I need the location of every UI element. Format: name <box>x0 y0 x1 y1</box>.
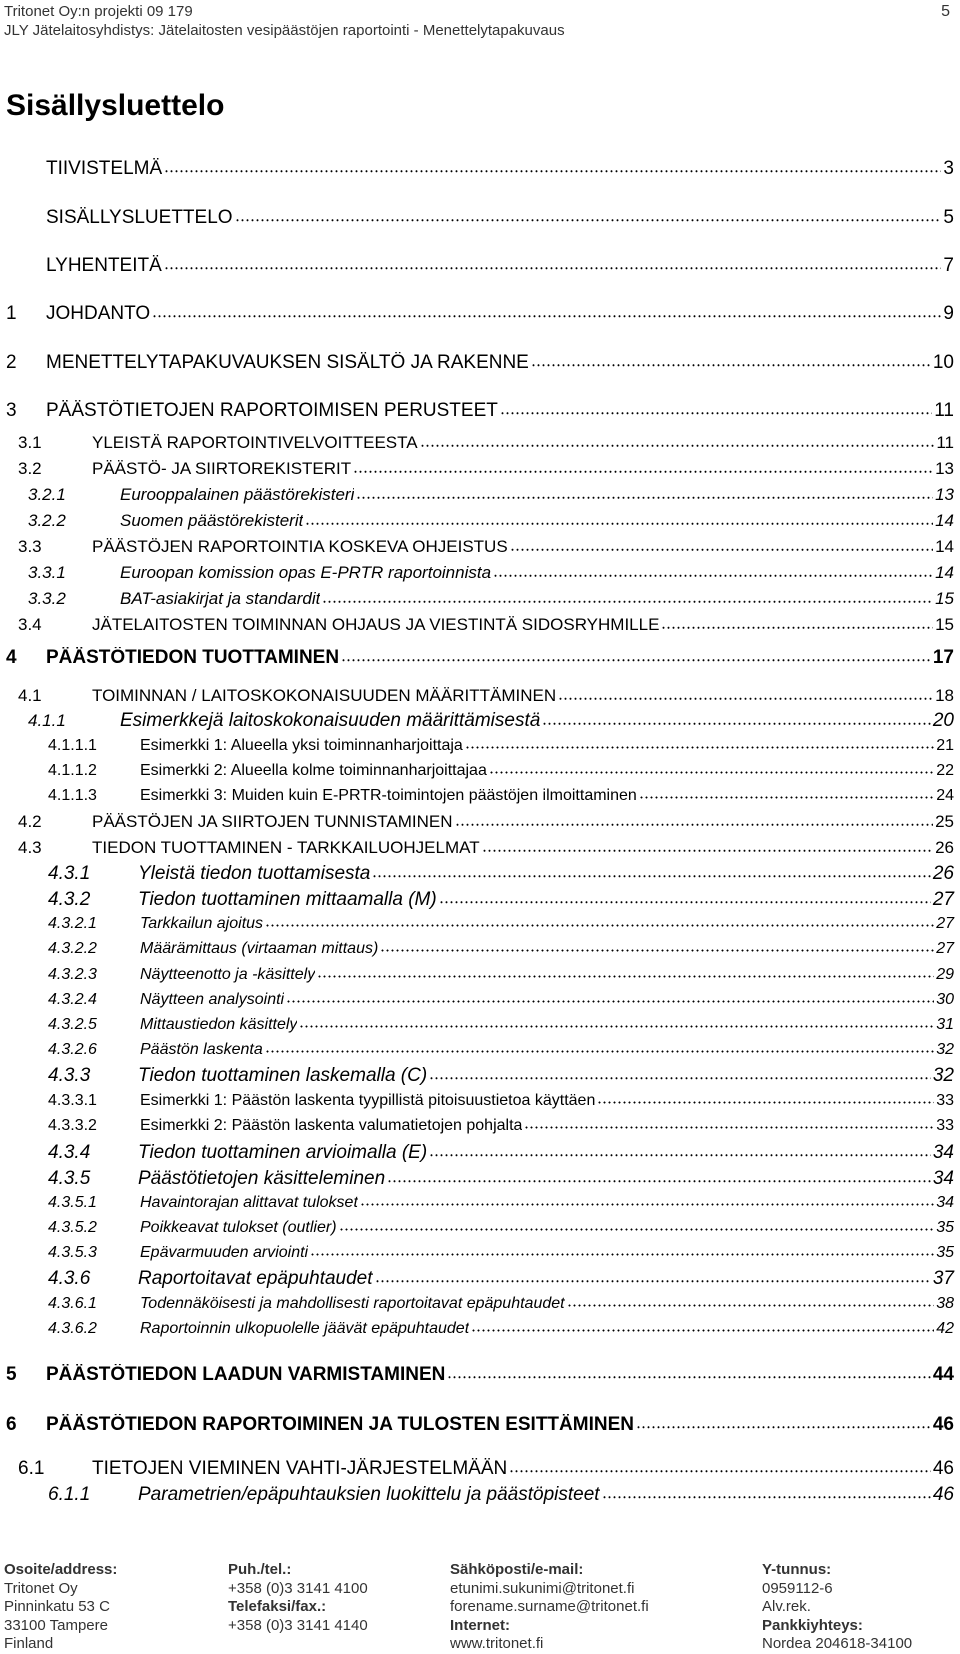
toc-text: TOIMINNAN / LAITOSKOKONAISUUDEN MÄÄRITTÄMINEN <box>92 686 557 705</box>
toc-leader <box>353 470 933 474</box>
toc-text: TIIVISTELMÄ <box>46 158 163 179</box>
toc-leader <box>597 1101 934 1105</box>
toc-page: 38 <box>936 1295 954 1312</box>
toc-number: 4.3.5.1 <box>48 1194 97 1211</box>
toc-page: 32 <box>932 1065 954 1086</box>
toc-number: 4.3.6.1 <box>48 1295 97 1312</box>
toc-page: 44 <box>932 1364 954 1385</box>
toc-page: 5 <box>943 207 954 228</box>
toc-number: 4.3.6 <box>48 1268 91 1289</box>
toc-text: PÄÄSTÖTIETOJEN RAPORTOIMISEN PERUSTEET <box>46 400 498 421</box>
toc-page: 13 <box>935 485 954 504</box>
footer-text: Nordea 204618-34100 <box>762 1635 913 1652</box>
toc-number: 4.1.1.1 <box>48 737 97 754</box>
toc-text: Havaintorajan alittavat tulokset <box>140 1194 358 1211</box>
toc-text: Euroopan komission opas E-PRTR raportoinnista <box>120 563 492 582</box>
toc-page: 42 <box>936 1320 954 1337</box>
toc-number: 4.3.2.6 <box>48 1041 97 1058</box>
toc-entry[interactable] <box>48 1219 954 1237</box>
toc-number: 4.1.1.2 <box>48 762 97 779</box>
toc-text: PÄÄSTÖ- JA SIIRTOREKISTERIT <box>92 459 352 478</box>
toc-number: 6 <box>6 1414 17 1435</box>
toc-leader <box>265 924 934 928</box>
toc-entry[interactable] <box>48 1194 954 1212</box>
footer-label: Osoite/address: <box>4 1561 118 1578</box>
toc-number: 3.2 <box>18 459 42 478</box>
toc-leader <box>372 874 931 879</box>
toc-entry[interactable] <box>48 1092 954 1110</box>
toc-entry[interactable] <box>28 563 954 583</box>
toc-page: 3 <box>943 158 954 179</box>
toc-page: 33 <box>936 1117 954 1134</box>
toc-text: Esimerkki 3: Muiden kuin E-PRTR-toimintojen päästöjen ilmoittaminen <box>140 787 637 804</box>
toc-number: 4.3.1 <box>48 863 91 884</box>
toc-leader <box>341 658 931 663</box>
toc-entry[interactable] <box>18 459 954 479</box>
toc-number: 4.3.2.2 <box>48 940 97 957</box>
toc-entry[interactable] <box>6 255 954 277</box>
toc-text: Näytteenotto ja -käsittely <box>140 966 316 983</box>
toc-leader <box>152 314 941 319</box>
footer-label: Telefaksi/fax.: <box>228 1598 327 1615</box>
toc-entry[interactable] <box>18 615 954 635</box>
toc-text: Näytteen analysointi <box>140 991 285 1008</box>
toc-page: 46 <box>932 1414 954 1435</box>
toc-number: 4.3.4 <box>48 1142 91 1163</box>
toc-number: 4 <box>6 647 17 668</box>
toc-text: PÄÄSTÖJEN RAPORTOINTIA KOSKEVA OHJEISTUS <box>92 537 508 556</box>
toc-number: 4.2 <box>18 812 42 831</box>
toc-text: JOHDANTO <box>46 303 151 324</box>
toc-entry[interactable] <box>28 589 954 609</box>
toc-page: 34 <box>932 1168 954 1189</box>
footer-company <box>762 1561 912 1654</box>
toc-entry[interactable] <box>18 686 954 706</box>
toc-text: JÄTELAITOSTEN TOIMINNAN OHJAUS JA VIESTINTÄ SIDOSRYHMILLE <box>92 615 660 634</box>
toc-leader <box>558 697 933 701</box>
toc-leader <box>286 1000 934 1004</box>
toc-text: Suomen päästörekisterit <box>120 511 304 530</box>
toc-leader <box>317 975 934 979</box>
toc-leader <box>339 1228 935 1232</box>
toc-number: 4.3.5.2 <box>48 1219 97 1236</box>
toc-text: YLEISTÄ RAPORTOINTIVELVOITTEESTA <box>92 433 418 452</box>
toc-number: 4.3.2.3 <box>48 966 97 983</box>
toc-text: Tiedon tuottaminen arvioimalla (E) <box>138 1142 428 1163</box>
footer-email-link[interactable]: forename.surname@tritonet.fi <box>450 1598 649 1615</box>
footer-label: Y-tunnus: <box>762 1561 832 1578</box>
toc-leader <box>299 1025 934 1029</box>
toc-number: 4.3.2.5 <box>48 1016 97 1033</box>
footer-label: Internet: <box>450 1616 510 1634</box>
toc-leader <box>482 849 934 853</box>
footer-text: Finland <box>4 1635 54 1652</box>
toc-text: LYHENTEITÄ <box>46 255 162 276</box>
toc-leader <box>509 1469 931 1474</box>
toc-entry[interactable] <box>48 1168 954 1190</box>
toc-page: 34 <box>932 1142 954 1163</box>
toc-number: 1 <box>6 303 17 324</box>
toc-entry[interactable] <box>48 1295 954 1313</box>
toc-page: 22 <box>936 762 954 779</box>
toc-number: 3.3.1 <box>28 563 66 582</box>
toc-entry[interactable] <box>48 1041 954 1059</box>
toc-text: Mittaustiedon käsittely <box>140 1016 298 1033</box>
toc-entry[interactable] <box>6 400 954 422</box>
toc-number: 3.1 <box>18 433 42 452</box>
toc-entry[interactable] <box>6 352 954 374</box>
toc-number: 3.2.1 <box>28 485 66 504</box>
toc-page: 26 <box>932 863 954 884</box>
toc-text: Päästötietojen käsitteleminen <box>138 1168 386 1189</box>
toc-entry[interactable] <box>6 1364 954 1386</box>
toc-text: TIEDON TUOTTAMINEN - TARKKAILUOHJELMAT <box>92 838 480 857</box>
toc-entry[interactable] <box>48 1268 954 1290</box>
footer-web-link[interactable]: www.tritonet.fi <box>450 1635 544 1652</box>
toc-leader <box>471 1329 934 1333</box>
toc-page: 15 <box>935 615 954 634</box>
toc-leader <box>500 411 932 416</box>
toc-leader <box>380 949 934 953</box>
toc-leader <box>375 1279 931 1284</box>
toc-leader <box>636 1425 931 1430</box>
toc-page: 27 <box>936 940 954 957</box>
footer-label: Puh./tel.: <box>228 1561 292 1578</box>
toc-entry[interactable] <box>6 158 954 180</box>
toc-entry[interactable] <box>28 485 954 505</box>
toc-text: Poikkeavat tulokset (outlier) <box>140 1219 337 1236</box>
toc-leader <box>322 600 933 604</box>
toc-number: 4.3.2.1 <box>48 915 97 932</box>
toc-page: 14 <box>935 563 954 582</box>
toc-entry[interactable] <box>18 838 954 858</box>
toc-leader <box>639 796 934 800</box>
toc-text: Raportoinnin ulkopuolelle jäävät epäpuhtaudet <box>140 1320 470 1337</box>
toc-page: 11 <box>934 400 954 421</box>
toc-page: 17 <box>932 647 954 668</box>
toc-entry[interactable] <box>18 433 954 453</box>
toc-number: 3.3.2 <box>28 589 66 608</box>
toc-entry[interactable] <box>48 940 954 958</box>
toc-text: Esimerkki 1: Päästön laskenta tyypillistä pitoisuustietoa käyttäen <box>140 1092 596 1109</box>
toc-leader <box>465 746 934 750</box>
toc-leader <box>164 266 942 271</box>
toc-page: 32 <box>936 1041 954 1058</box>
toc-text: TIETOJEN VIEMINEN VAHTI-JÄRJESTELMÄÄN <box>92 1458 508 1479</box>
toc-leader <box>602 1495 931 1500</box>
toc-page: 20 <box>932 710 954 731</box>
toc-text: PÄÄSTÖJEN JA SIIRTOJEN TUNNISTAMINEN <box>92 812 453 831</box>
toc-leader <box>164 169 941 174</box>
toc-number: 4.3 <box>18 838 42 857</box>
page-footer <box>4 1561 954 1653</box>
header-document-title: JLY Jätelaitosyhdistys: Jätelaitosten vesipäästöjen raportointi - Menettelytapakuvaus <box>4 22 565 39</box>
toc-leader <box>489 771 934 775</box>
toc-number: 3.3 <box>18 537 42 556</box>
toc-page: 13 <box>935 459 954 478</box>
footer-text: Pinninkatu 53 C <box>4 1598 110 1615</box>
toc-number: 4.1.1.3 <box>48 787 97 804</box>
toc-text: Parametrien/epäpuhtauksien luokittelu ja päästöpisteet <box>138 1484 600 1505</box>
toc-leader <box>542 722 931 726</box>
toc-leader <box>493 574 933 578</box>
toc-number: 4.3.5 <box>48 1168 91 1189</box>
footer-text: +358 (0)3 3141 4100 <box>228 1579 368 1597</box>
toc-number: 4.1.1 <box>28 711 66 730</box>
footer-email <box>450 1561 649 1654</box>
footer-text: 33100 Tampere <box>4 1616 108 1634</box>
toc-text: PÄÄSTÖTIEDON TUOTTAMINEN <box>46 647 340 668</box>
toc-text: Epävarmuuden arviointi <box>140 1244 309 1261</box>
toc-page: 37 <box>932 1268 954 1289</box>
toc-entry[interactable] <box>28 710 954 732</box>
toc-number: 4.3.2.4 <box>48 991 97 1008</box>
toc-leader <box>420 444 935 448</box>
footer-text: +358 (0)3 3141 4140 <box>228 1616 368 1634</box>
toc-entry[interactable] <box>48 1484 954 1506</box>
toc-leader <box>235 218 942 223</box>
toc-page: 26 <box>935 838 954 857</box>
toc-page: 21 <box>936 737 954 754</box>
toc-leader <box>429 1076 931 1081</box>
toc-page: 15 <box>935 589 954 608</box>
toc-number: 6.1.1 <box>48 1484 91 1505</box>
toc-entry[interactable] <box>48 915 954 933</box>
toc-text: MENETTELYTAPAKUVAUKSEN SISÄLTÖ JA RAKENNE <box>46 352 529 373</box>
toc-number: 4.3.6.2 <box>48 1320 97 1337</box>
toc-page: 9 <box>943 303 954 324</box>
toc-number: 3 <box>6 400 17 421</box>
toc-entry[interactable] <box>18 1458 954 1480</box>
toc-page: 35 <box>936 1244 954 1261</box>
toc-text: Tiedon tuottaminen laskemalla (C) <box>138 1065 428 1086</box>
toc-leader <box>567 1304 935 1308</box>
toc-page: 27 <box>936 915 954 932</box>
footer-label: Pankkiyhteys: <box>762 1616 863 1634</box>
page-title: Sisällysluettelo <box>6 89 225 122</box>
toc-entry[interactable] <box>6 1414 954 1436</box>
toc-page: 35 <box>936 1219 954 1236</box>
toc-page: 46 <box>932 1484 954 1505</box>
toc-entry[interactable] <box>48 889 954 911</box>
toc-entry[interactable] <box>48 1142 954 1164</box>
toc-leader <box>524 1126 934 1130</box>
footer-text: 0959112-6 <box>762 1579 833 1597</box>
toc-entry[interactable] <box>48 966 954 984</box>
toc-leader <box>531 363 931 368</box>
toc-number: 4.3.5.3 <box>48 1244 97 1261</box>
toc-entry[interactable] <box>6 207 954 229</box>
footer-email-link[interactable]: etunimi.sukunimi@tritonet.fi <box>450 1579 635 1597</box>
toc-page: 14 <box>935 511 954 530</box>
toc-page: 30 <box>936 991 954 1008</box>
header-page-number: 5 <box>941 3 950 20</box>
toc-page: 33 <box>936 1092 954 1109</box>
toc-page: 7 <box>943 255 954 276</box>
toc-number: 5 <box>6 1364 17 1385</box>
toc-leader <box>455 823 934 827</box>
toc-text: Määrämittaus (virtaaman mittaus) <box>140 940 379 957</box>
toc-entry[interactable] <box>48 863 954 885</box>
toc-leader <box>305 522 933 526</box>
toc-text: Yleistä tiedon tuottamisesta <box>138 863 371 884</box>
toc-number: 3.4 <box>18 615 42 634</box>
toc-number: 3.2.2 <box>28 511 66 530</box>
toc-entry[interactable] <box>48 1320 954 1338</box>
toc-entry[interactable] <box>48 737 954 755</box>
toc-page: 14 <box>935 537 954 556</box>
toc-number: 6.1 <box>18 1458 45 1479</box>
toc-entry[interactable] <box>18 537 954 557</box>
toc-leader <box>661 626 933 630</box>
toc-number: 2 <box>6 352 17 373</box>
toc-text: Päästön laskenta <box>140 1041 263 1058</box>
footer-text: Tritonet Oy <box>4 1579 78 1597</box>
toc-number: 4.3.3 <box>48 1065 91 1086</box>
toc-leader <box>447 1375 931 1380</box>
toc-entry[interactable] <box>48 787 954 805</box>
toc-page: 27 <box>932 889 954 910</box>
toc-text: Todennäköisesti ja mahdollisesti raportoitavat epäpuhtaudet <box>140 1295 565 1312</box>
toc-number: 4.3.2 <box>48 889 91 910</box>
toc-page: 25 <box>935 812 954 831</box>
toc-page: 10 <box>932 352 954 373</box>
toc-page: 29 <box>936 966 954 983</box>
toc-text: Esimerkkejä laitoskokonaisuuden määrittämisestä <box>120 710 541 731</box>
toc-text: Eurooppalainen päästörekisteri <box>120 485 355 504</box>
toc-text: Raportoitavat epäpuhtaudet <box>138 1268 373 1289</box>
toc-entry[interactable] <box>28 511 954 531</box>
toc-entry[interactable] <box>18 812 954 832</box>
toc-entry[interactable] <box>48 762 954 780</box>
toc-entry[interactable] <box>48 991 954 1009</box>
toc-entry[interactable] <box>48 1016 954 1034</box>
toc-number: 4.3.3.1 <box>48 1092 97 1109</box>
toc-leader <box>429 1153 931 1158</box>
footer-label: Sähköposti/e-mail: <box>450 1561 584 1578</box>
toc-text: PÄÄSTÖTIEDON RAPORTOIMINEN JA TULOSTEN ESITTÄMINEN <box>46 1414 634 1435</box>
toc-page: 11 <box>936 433 954 452</box>
toc-text: BAT-asiakirjat ja standardit <box>120 589 321 608</box>
toc-leader <box>387 1179 931 1184</box>
toc-entry[interactable] <box>6 647 954 669</box>
toc-text: Esimerkki 1: Alueella yksi toiminnanharjoittaja <box>140 737 463 754</box>
toc-page: 31 <box>936 1016 954 1033</box>
toc-entry[interactable] <box>48 1244 954 1262</box>
toc-number: 4.1 <box>18 686 42 705</box>
toc-leader <box>439 900 931 905</box>
footer-phone <box>228 1561 368 1635</box>
toc-leader <box>510 548 933 552</box>
toc-page: 24 <box>936 787 954 804</box>
toc-page: 46 <box>932 1458 954 1479</box>
toc-page: 34 <box>936 1194 954 1211</box>
toc-number: 4.3.3.2 <box>48 1117 97 1134</box>
footer-address <box>4 1561 117 1654</box>
toc-entry[interactable] <box>6 303 954 325</box>
header-project: Tritonet Oy:n projekti 09 179 <box>4 3 193 20</box>
toc-leader <box>265 1050 934 1054</box>
toc-text: Tiedon tuottaminen mittaamalla (M) <box>138 889 437 910</box>
footer-text: Alv.rek. <box>762 1598 811 1615</box>
toc-leader <box>310 1253 934 1257</box>
toc-entry[interactable] <box>48 1065 954 1087</box>
toc-text: SISÄLLYSLUETTELO <box>46 207 233 228</box>
toc-leader <box>360 1203 934 1207</box>
toc-text: Esimerkki 2: Päästön laskenta valumatietojen pohjalta <box>140 1117 523 1134</box>
toc-text: Esimerkki 2: Alueella kolme toiminnanharjoittajaa <box>140 762 487 779</box>
toc-page: 18 <box>935 686 954 705</box>
toc-text: PÄÄSTÖTIEDON LAADUN VARMISTAMINEN <box>46 1364 446 1385</box>
toc-entry[interactable] <box>48 1117 954 1135</box>
toc-text: Tarkkailun ajoitus <box>140 915 264 932</box>
toc-leader <box>356 496 933 500</box>
